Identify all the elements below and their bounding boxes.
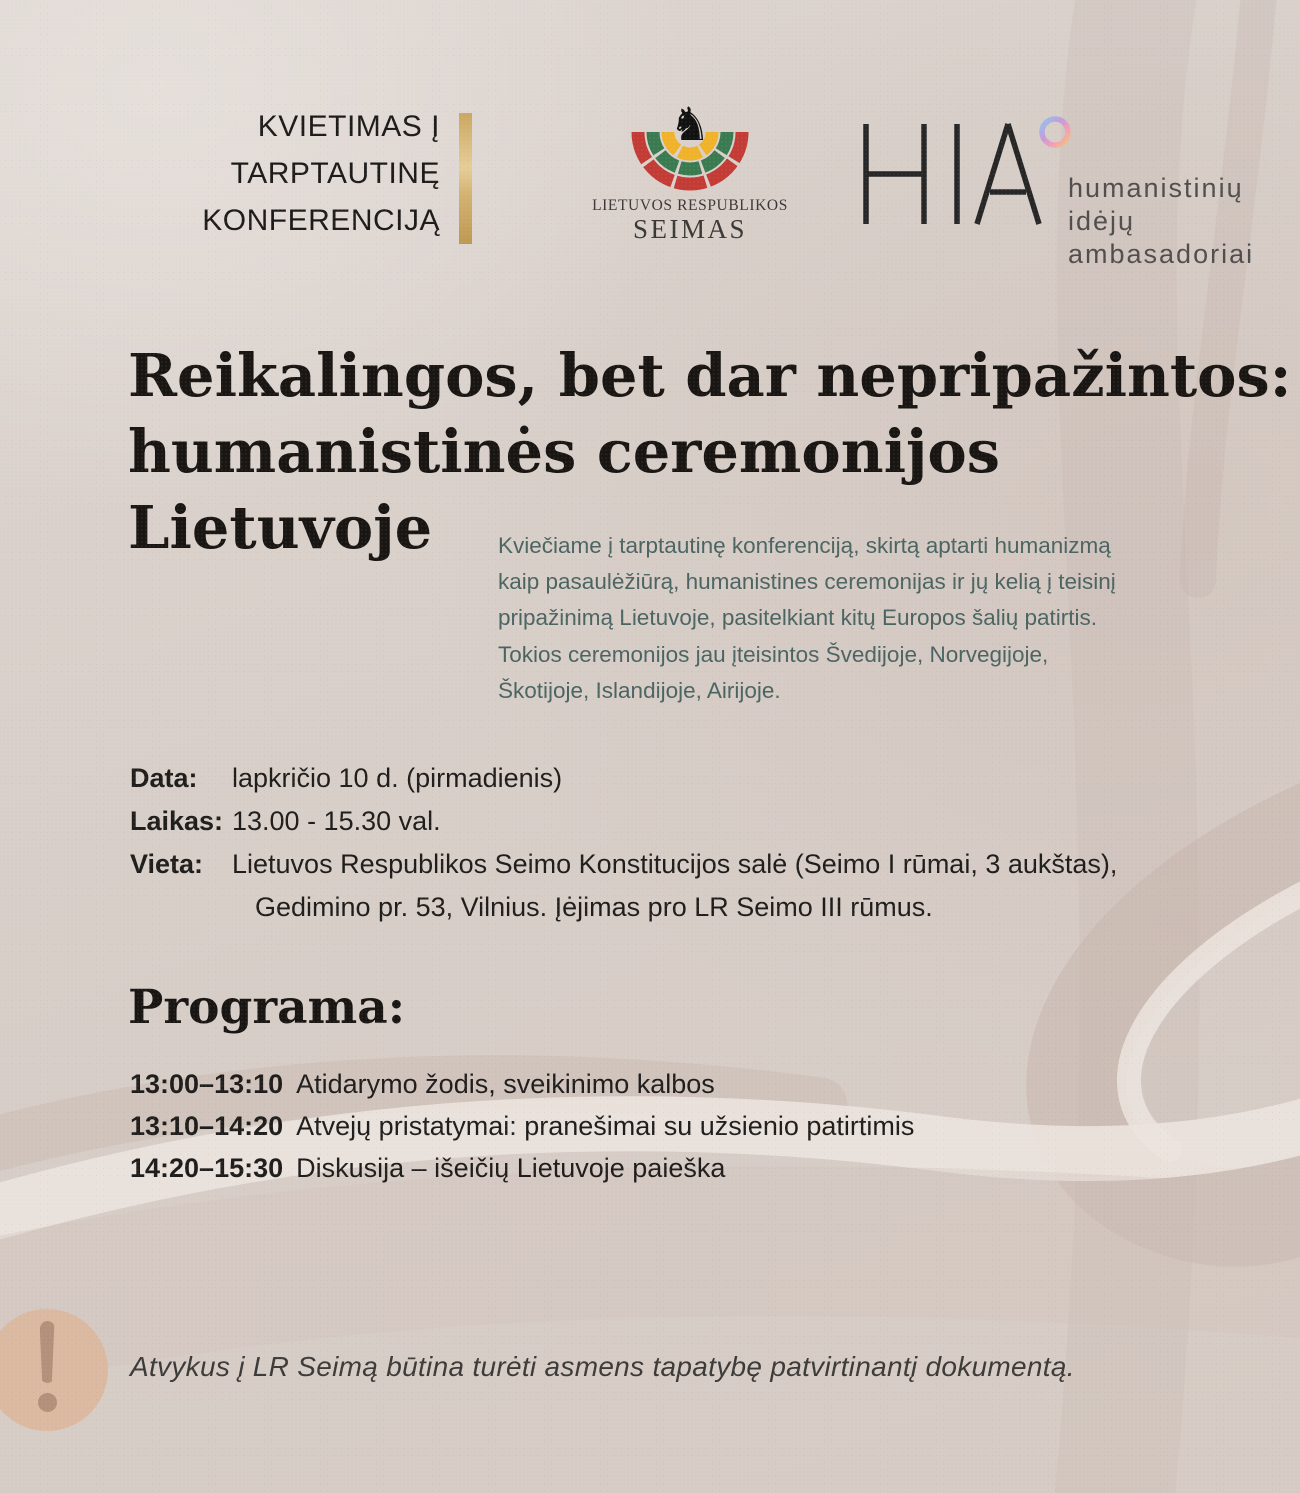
hia-letters-icon	[866, 124, 1039, 224]
program-item	[130, 1105, 914, 1147]
intro-line: pripažinimą Lietuvoje, pasitelkiant kitų Europos šalių patirtis.	[498, 605, 1098, 631]
hia-tagline-line2: ambasadoriai	[1068, 239, 1255, 269]
seimas-name-line1: LIETUVOS RESPUBLIKOS	[592, 197, 788, 214]
date-label: Data:	[130, 763, 198, 793]
intro-line: Kviečiame į tarptautinę konferenciją, skirtą aptarti humanizmą	[498, 533, 1111, 558]
date-value: lapkričio 10 d. (pirmadienis)	[232, 763, 563, 793]
program-item	[130, 1063, 914, 1105]
detail-row-time	[130, 800, 1117, 843]
page-title-line1: Reikalingos, bet dar nepripažintos:	[128, 341, 1292, 410]
program-time: 14:20–15:30	[130, 1153, 284, 1183]
page-title-line2: humanistinės ceremonijos	[128, 417, 1000, 486]
exclamation-dot	[38, 1393, 57, 1412]
hia-gradient-ring-icon	[1042, 119, 1068, 145]
invitation-tagline-line2: TARPTAUTINĘ	[230, 157, 440, 190]
detail-row-venue	[130, 843, 1117, 929]
venue-label: Vieta:	[130, 849, 204, 879]
detail-row-date	[130, 757, 1117, 800]
hia-tagline-line1: humanistinių idėjų	[1068, 173, 1244, 236]
program-activity: Atvejų pristatymai: pranešimai su užsienio patirtimis	[296, 1111, 915, 1141]
venue-value-line2: Gedimino pr. 53, Vilnius. Įėjimas pro LR Seimo III rūmus.	[255, 892, 933, 922]
venue-value	[232, 843, 1117, 929]
program-time: 13:10–14:20	[130, 1111, 284, 1141]
program-time: 13:00–13:10	[130, 1069, 284, 1099]
program-heading: Programa:	[128, 980, 406, 1035]
invitation-tagline	[120, 103, 440, 244]
venue-value-line1: Lietuvos Respublikos Seimo Konstitucijos salė (Seimo I rūmai, 3 aukštas),	[232, 849, 1118, 879]
event-details	[130, 757, 1117, 929]
attention-note: Atvykus į LR Seimą būtina turėti asmens tapatybę patvirtinantį dokumentą.	[130, 1351, 1075, 1382]
program-activity: Atidarymo žodis, sveikinimo kalbos	[296, 1069, 715, 1099]
invitation-tagline-line1: KVIETIMAS Į	[257, 110, 440, 143]
hia-logo	[858, 116, 1073, 231]
gold-divider-bar	[459, 113, 472, 244]
seimas-logo	[580, 98, 800, 248]
intro-line: Tokios ceremonijos jau įteisintos Švedijoje, Norvegijoje,	[498, 641, 1049, 667]
intro-line: Škotijoje, Islandijoje, Airijoje.	[498, 677, 781, 703]
vytis-knight-icon: ♞	[669, 98, 711, 151]
time-label: Laikas:	[130, 806, 224, 836]
page-title-line3: Lietuvoje	[128, 493, 433, 562]
invitation-tagline-line3: KONFERENCIJĄ	[202, 204, 440, 237]
intro-paragraph	[498, 528, 1116, 709]
hia-tagline	[1068, 172, 1300, 271]
program-item	[130, 1147, 914, 1189]
program-activity: Diskusija – išeičių Lietuvoje paieška	[296, 1153, 726, 1183]
intro-line: kaip pasaulėžiūrą, humanistines ceremonijas ir jų kelią į teisinį	[498, 569, 1116, 595]
exclamation-bar	[40, 1321, 55, 1383]
seimas-name-line2: SEIMAS	[632, 214, 748, 244]
program-list	[130, 1063, 914, 1189]
time-value: 13.00 - 15.30 val.	[232, 806, 441, 836]
